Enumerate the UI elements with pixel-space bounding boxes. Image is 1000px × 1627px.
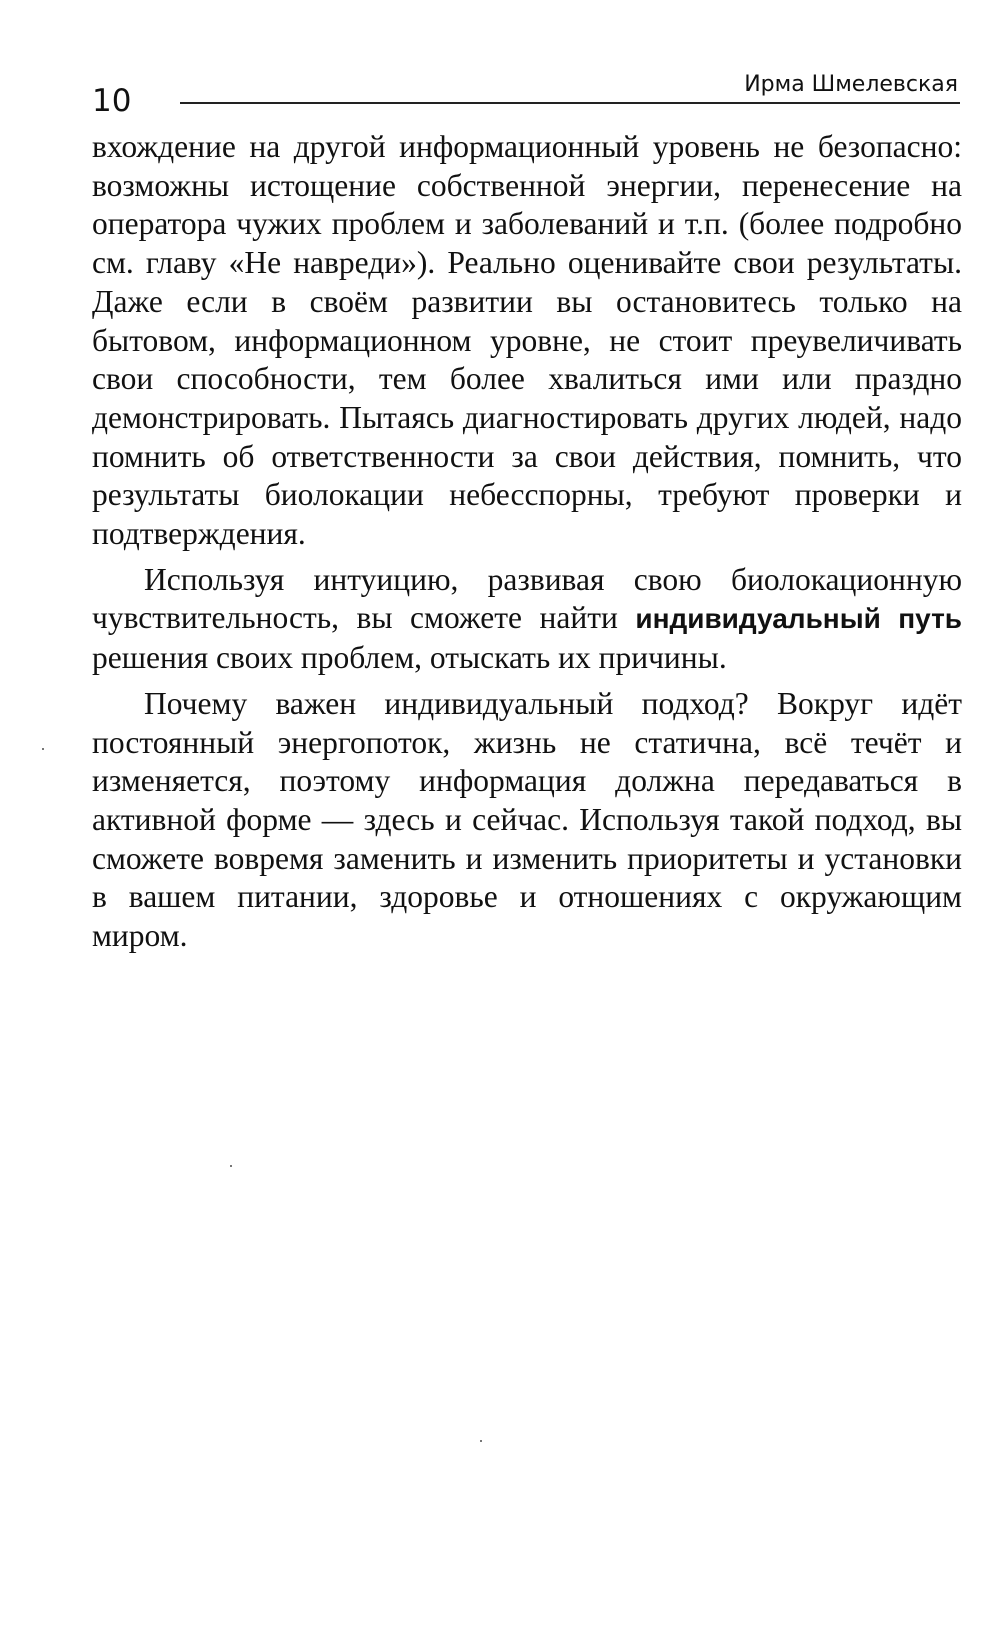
paragraph-2	[92, 561, 962, 678]
emphasis-text: индивидуальный путь	[635, 603, 962, 635]
header-rule	[180, 102, 960, 104]
page-number: 10	[92, 83, 132, 119]
paragraph-3	[92, 685, 962, 956]
paragraph-1	[92, 128, 962, 554]
paragraph-text: вхождение на другой информационный уровень не безопасно: возможны истощение собственной энергии, перенесение на оператора чужих проблем и заболеваний и т.п. (более подробно см. главу «Не навреди»). Реально оценивайте свои результаты. Даже если в своём развитии вы остановитесь только на бытовом, информационном уровне, не стоит преувеличивать свои способности, тем более хвалиться ими или праздно демонстрировать. Пытаясь диагностировать других людей, надо помнить об ответственности за свои действия, помнить, что результаты биолокации небесспорны, требуют проверки и подтверждения.	[92, 129, 962, 552]
running-header	[92, 72, 960, 119]
print-speck	[42, 748, 44, 750]
print-speck	[480, 1440, 482, 1442]
paragraph-text: Почему важен индивидуальный подход? Вокруг идёт постоянный энергопоток, жизнь не статична, всё течёт и изменяется, поэтому информация должна передаваться в активной форме — здесь и сейчас. Используя такой подход, вы сможете вовремя заменить и изменить приоритеты и установки в вашем питании, здоровье и отношениях с окружающим миром.	[92, 685, 962, 954]
paragraph-text: решения своих проблем, отыскать их причины.	[92, 640, 727, 676]
header-author: Ирма Шмелевская	[744, 72, 958, 97]
paragraph-text: Используя интуицию, развивая свою биолокационную чувствительность, вы сможете найти	[92, 561, 962, 636]
body-text	[92, 128, 962, 963]
print-speck	[230, 1165, 232, 1167]
